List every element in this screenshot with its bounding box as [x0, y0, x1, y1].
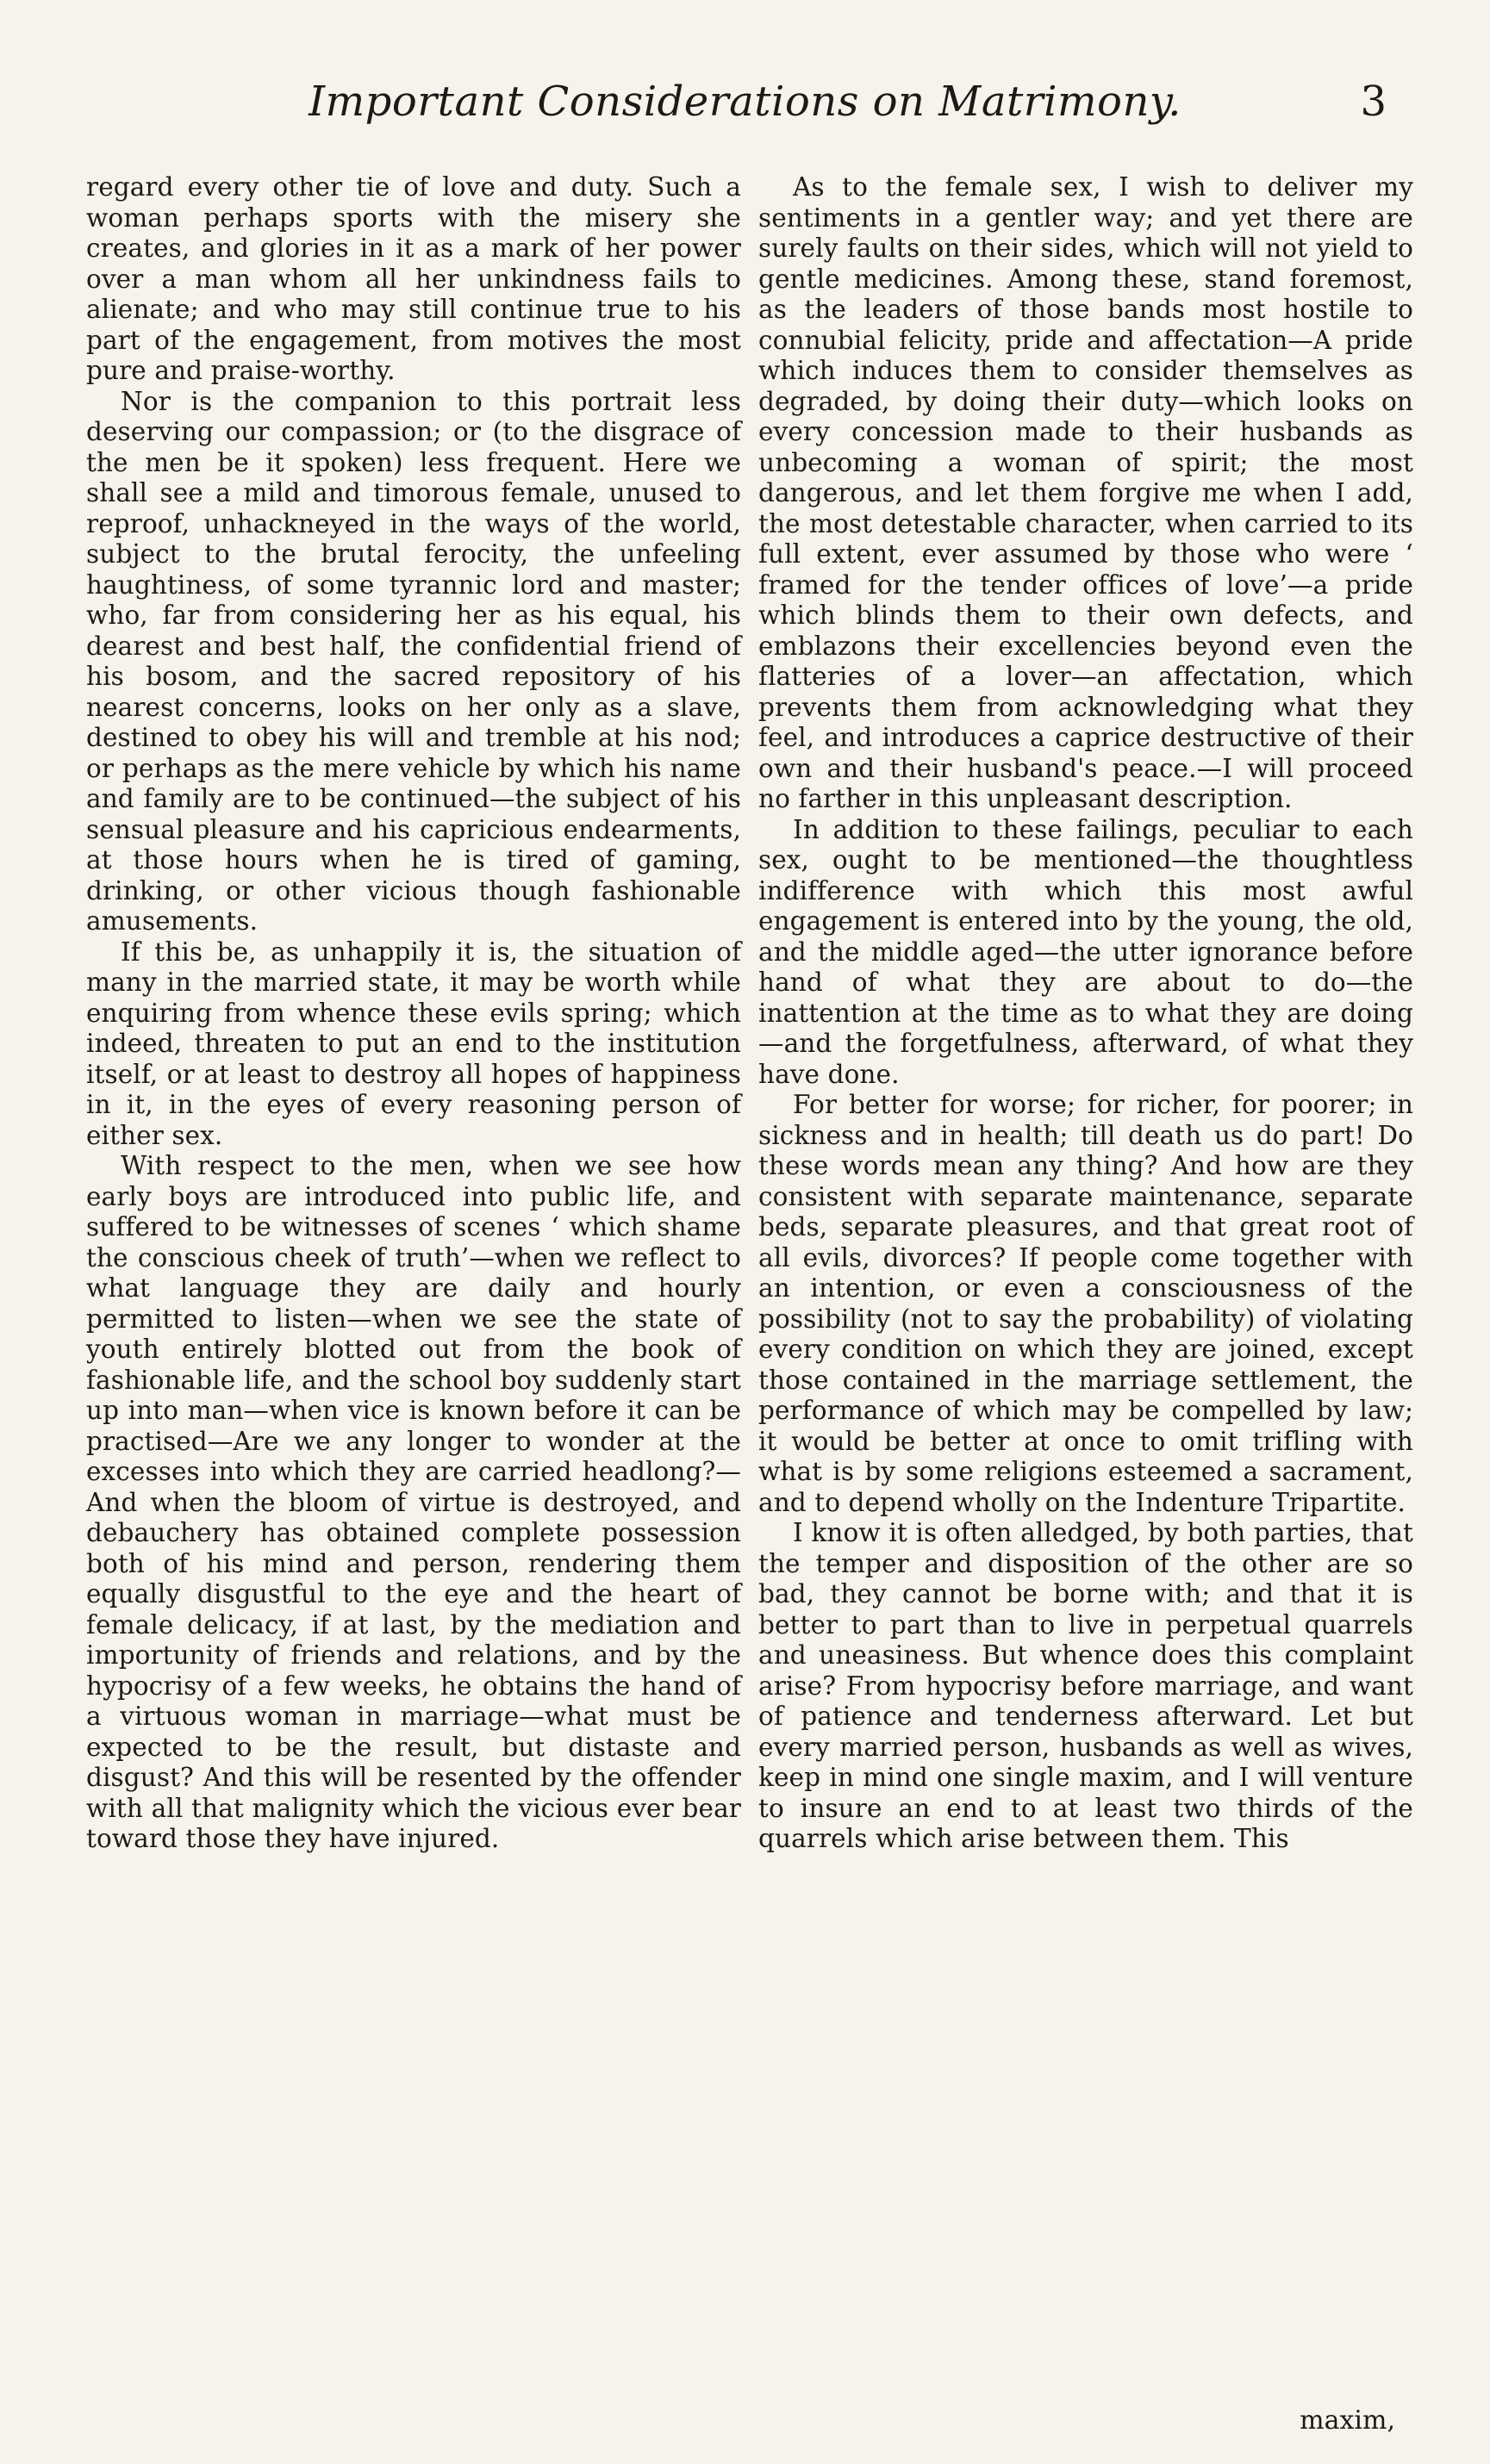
catchword: maxim,: [1300, 2405, 1395, 2436]
page-number: 3: [1360, 78, 1387, 126]
paragraph: Nor is the companion to this portrait less deserving our compassion; or (to the disgrace of the men be it spoken) less frequent. Here we shall see a mild and timorous female, unused to reproof, unhackneyed in the ways of the world, subject to the brutal ferocity, the unfeeling haughtiness, of some tyrannic lord and master; who, far from considering her as his equal, his dearest and best half, the confidential friend of his bosom, and the sacred repository of his nearest concerns, looks on her only as a slave, destined to obey his will and tremble at his nod; or perhaps as the mere vehicle by which his name and family are to be continued—the subject of his sensual pleasure and his capricious endearments, at those hours when he is tired of gaming, drinking, or other vicious though fashionable amusements.: [86, 386, 741, 936]
right-column: [758, 172, 1413, 1855]
paragraph: For better for worse; for richer, for poorer; in sickness and in health; till death us do part! Do these words mean any thing? And how are they consistent with separate maintenance, separate beds, separate pleasures, and that great root of all evils, divorces? If people come together with an intention, or even a consciousness of the possibility (not to say the probability) of violating every condition on which they are joined, except those contained in the marriage settlement, the performance of which may be compelled by law; it would be better at once to omit trifling with what is by some religions esteemed a sacrament, and to depend wholly on the Indenture Tripartite.: [758, 1090, 1413, 1517]
left-column: [86, 172, 741, 1855]
running-title: Important Considerations on Matrimony.: [309, 78, 1181, 126]
paragraph: In addition to these failings, peculiar to each sex, ought to be mentioned—the thoughtless indifference with which this most awful engagement is entered into by the young, the old, and the middle aged—the utter ignorance before hand of what they are about to do—the inattention at the time as to what they are doing—and the forgetfulness, afterward, of what they have done.: [758, 814, 1413, 1089]
paragraph: As to the female sex, I wish to deliver my sentiments in a gentler way; and yet there are surely faults on their sides, which will not yield to gentle medicines. Among these, stand foremost, as the leaders of those bands most hostile to connubial felicity, pride and affectation—A pride which induces them to consider themselves as degraded, by doing their duty—which looks on every concession made to their husbands as unbecoming a woman of spirit; the most dangerous, and let them forgive me when I add, the most detestable character, when carried to its full extent, ever assumed by those who were ‘ framed for the tender offices of love’—a pride which blinds them to their own defects, and emblazons their excellencies beyond even the flatteries of a lover—an affectation, which prevents them from acknowledging what they feel, and introduces a caprice destructive of their own and their husband's peace.—I will proceed no farther in this unpleasant description.: [758, 172, 1413, 813]
paragraph: With respect to the men, when we see how early boys are introduced into public life, and suffered to be witnesses of scenes ‘ which shame the conscious cheek of truth’—when we reflect to what language they are daily and hourly permitted to listen—when we see the state of youth entirely blotted out from the book of fashionable life, and the school boy suddenly start up into man—when vice is known before it can be practised—Are we any longer to wonder at the excesses into which they are carried headlong?—And when the bloom of virtue is destroyed, and debauchery has obtained complete possession both of his mind and person, rendering them equally disgustful to the eye and the heart of female delicacy, if at last, by the mediation and importunity of friends and relations, and by the hypocrisy of a few weeks, he obtains the hand of a virtuous woman in marriage—what must be expected to be the result, but distaste and disgust? And this will be resented by the offender with all that malignity which the vicious ever bear toward those they have injured.: [86, 1151, 741, 1853]
page-header: [69, 78, 1421, 155]
paragraph: regard every other tie of love and duty. Such a woman perhaps sports with the misery she creates, and glories in it as a mark of her power over a man whom all her unkindness fails to alienate; and who may still continue true to his part of the engagement, from motives the most pure and praise-worthy.: [86, 172, 741, 385]
paragraph: If this be, as unhappily it is, the situation of many in the married state, it may be worth while enquiring from whence these evils spring; which indeed, threaten to put an end to the institution itself, or at least to destroy all hopes of happiness in it, in the eyes of every reasoning person of either sex.: [86, 936, 741, 1150]
paragraph: I know it is often alledged, by both parties, that the temper and disposition of the other are so bad, they cannot be borne with; and that it is better to part than to live in perpetual quarrels and uneasiness. But whence does this complaint arise? From hypocrisy before marriage, and want of patience and tenderness afterward. Let but every married person, husbands as well as wives, keep in mind one single maxim, and I will venture to insure an end to at least two thirds of the quarrels which arise between them. This: [758, 1518, 1413, 1853]
